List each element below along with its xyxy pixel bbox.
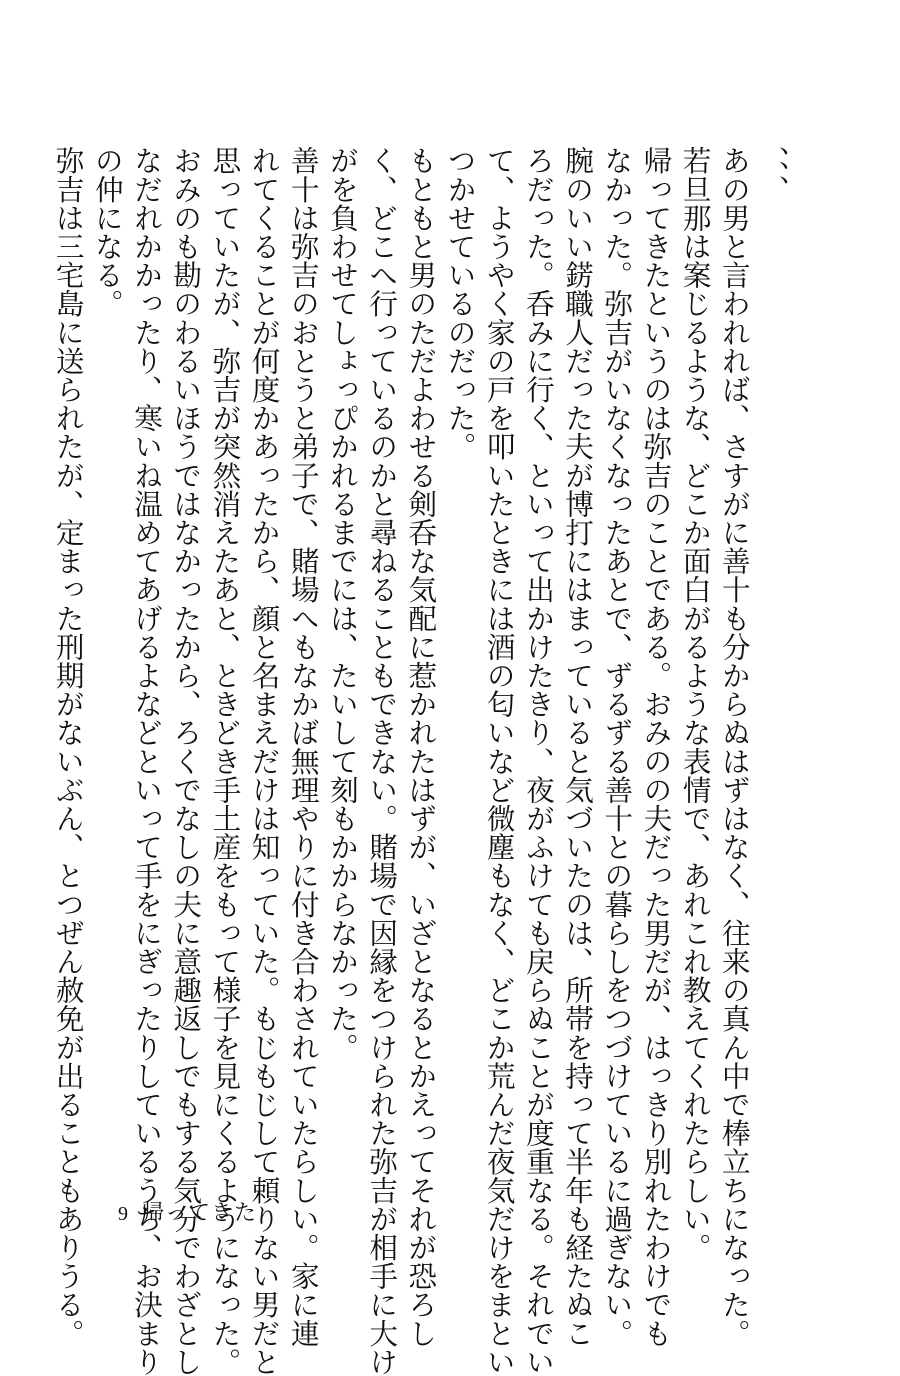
text-line: て、ようやく家の戸を叩いたときには酒の匂いなど微塵もなく、どこか荒んだ夜気だけをまとい: [482, 146, 517, 1376]
text-line: なだれかかったり、寒いね温めてあげるよなどといって手をにぎったりしているうち、お決まり: [130, 146, 164, 1376]
text-line: おみのも勘のわるいほうではなかったから、ろくでなしの夫に意趣返しでもする気分でわざとし: [169, 146, 204, 1376]
page-number: 9: [118, 1203, 128, 1225]
text-line: 帰ってきたというのは弥吉のことである。おみのの夫だった男だが、はっきり別れたわけでも: [639, 146, 674, 1348]
text-line: ろだった。呑みに行く、といって出かけたきり、夜がふけても戻らぬことが度重なる。それでい: [521, 146, 556, 1376]
text-line: 弥吉は三宅島に送られたが、定まった刑期がないぶん、とつぜん赦免が出ることもありうる。: [51, 146, 86, 1348]
running-head: 帰ってきた: [142, 1201, 258, 1226]
text-line: 腕のいい錺職人だった夫が博打にはまっていると気づいたのは、所帯を持って半年も経たぬこ: [561, 146, 596, 1348]
text-line: く、どこへ行っているのかと尋ねることもできない。賭場で因縁をつけられた弥吉が相手に大け: [365, 146, 400, 1376]
text-line: 若旦那は案じるような、どこか面白がるような表情で、あれこれ教えてくれたらしい。: [678, 146, 713, 1262]
text-line: がを負わせてしょっぴかれるまでには、たいして刻もかからなかった。: [325, 146, 360, 1062]
text-line: 思っていたが、弥吉が突然消えたあと、ときどき手土産をもって様子を見にくるようになった。: [208, 146, 243, 1376]
text-line: なかった。弥吉がいなくなったあとで、ずるずる善十との暮らしをつづけているに過ぎない。: [600, 146, 635, 1348]
text-line: つかせているのだった。: [443, 146, 478, 461]
text-line: れてくることが何度かあったから、顔と名まえだけは知っていた。もじもじして頼りない男だと: [247, 146, 282, 1376]
text-line: 、、、: [757, 146, 791, 204]
text-line: もともと男のただよわせる剣呑な気配に惹かれたはずが、いざとなるとかえってそれが恐ろし: [404, 146, 439, 1348]
vertical-text-body: [51, 146, 791, 1376]
text-line: あの男と言われれば、さすがに善十も分からぬはずはなく、往来の真ん中で棒立ちになった。: [717, 146, 752, 1348]
page-footer: [118, 1196, 257, 1227]
text-line: の仲になる。: [90, 146, 125, 318]
text-line: 善十は弥吉のおとうと弟子で、賭場へもなかば無理やりに付き合わされていたらしい。家に連: [286, 146, 321, 1348]
